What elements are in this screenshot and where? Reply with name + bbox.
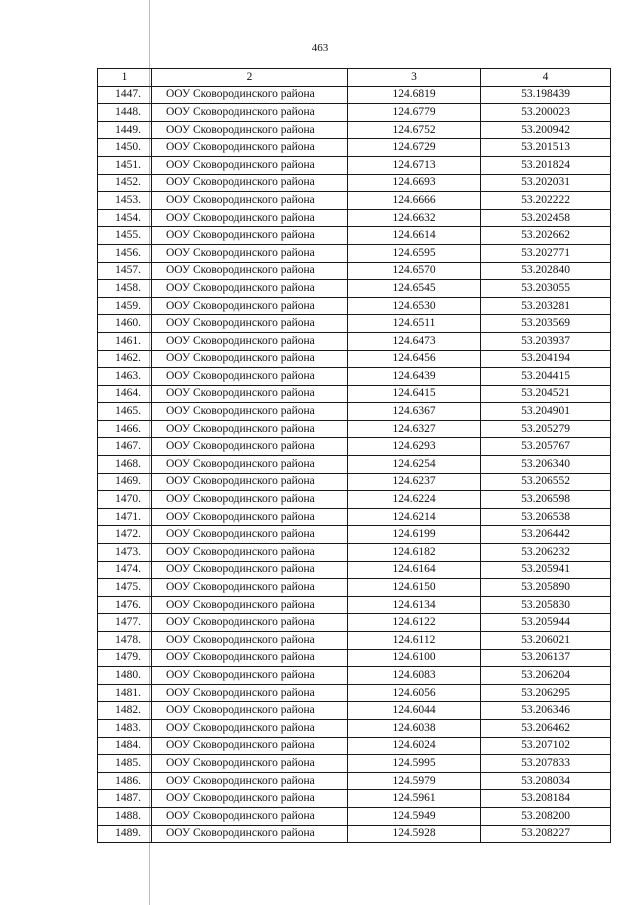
row-number-cell: 1468. [98,456,152,474]
latitude-cell: 53.200023 [481,104,611,122]
latitude-cell: 53.206295 [481,684,611,702]
organization-cell: ООУ Сковородинского района [152,332,348,350]
table-row [98,579,611,597]
longitude-cell: 124.6150 [348,579,481,597]
organization-cell: ООУ Сковородинского района [152,156,348,174]
row-number-cell: 1447. [98,86,152,104]
longitude-cell: 124.6182 [348,544,481,562]
latitude-cell: 53.205279 [481,420,611,438]
organization-cell: ООУ Сковородинского района [152,737,348,755]
row-number-cell: 1465. [98,403,152,421]
row-number-cell: 1482. [98,702,152,720]
row-number-cell: 1474. [98,561,152,579]
row-number-cell: 1485. [98,755,152,773]
column-header-4: 4 [481,69,611,87]
table-row [98,315,611,333]
row-number-cell: 1479. [98,649,152,667]
table-row [98,526,611,544]
row-number-cell: 1489. [98,825,152,843]
row-number-cell: 1462. [98,350,152,368]
row-number-cell: 1460. [98,315,152,333]
latitude-cell: 53.208034 [481,772,611,790]
latitude-cell: 53.206538 [481,508,611,526]
latitude-cell: 53.206346 [481,702,611,720]
row-number-cell: 1456. [98,244,152,262]
row-number-cell: 1449. [98,121,152,139]
table-row [98,544,611,562]
latitude-cell: 53.206598 [481,491,611,509]
longitude-cell: 124.6083 [348,667,481,685]
table-row [98,772,611,790]
table-row [98,121,611,139]
row-number-cell: 1455. [98,227,152,245]
organization-cell: ООУ Сковородинского района [152,385,348,403]
row-number-cell: 1483. [98,719,152,737]
row-number-cell: 1450. [98,139,152,157]
organization-cell: ООУ Сковородинского района [152,403,348,421]
table-row [98,755,611,773]
row-number-cell: 1452. [98,174,152,192]
row-number-cell: 1486. [98,772,152,790]
table-row [98,473,611,491]
row-number-cell: 1477. [98,614,152,632]
organization-cell: ООУ Сковородинского района [152,297,348,315]
table-row [98,156,611,174]
organization-cell: ООУ Сковородинского района [152,350,348,368]
longitude-cell: 124.6779 [348,104,481,122]
organization-cell: ООУ Сковородинского района [152,667,348,685]
organization-cell: ООУ Сковородинского района [152,174,348,192]
row-number-cell: 1459. [98,297,152,315]
row-number-cell: 1478. [98,632,152,650]
table-row [98,262,611,280]
longitude-cell: 124.6367 [348,403,481,421]
column-header-3: 3 [348,69,481,87]
organization-cell: ООУ Сковородинского района [152,262,348,280]
longitude-cell: 124.6112 [348,632,481,650]
table-row [98,227,611,245]
latitude-cell: 53.203055 [481,280,611,298]
table-row [98,719,611,737]
table-row [98,667,611,685]
latitude-cell: 53.205944 [481,614,611,632]
organization-cell: ООУ Сковородинского района [152,684,348,702]
row-number-cell: 1480. [98,667,152,685]
latitude-cell: 53.202771 [481,244,611,262]
organization-cell: ООУ Сковородинского района [152,473,348,491]
table-row [98,702,611,720]
latitude-cell: 53.204194 [481,350,611,368]
latitude-cell: 53.205890 [481,579,611,597]
organization-cell: ООУ Сковородинского района [152,561,348,579]
table-row [98,420,611,438]
organization-cell: ООУ Сковородинского района [152,420,348,438]
table-row [98,244,611,262]
latitude-cell: 53.202662 [481,227,611,245]
table-row [98,350,611,368]
table-row [98,280,611,298]
organization-cell: ООУ Сковородинского района [152,368,348,386]
latitude-cell: 53.206442 [481,526,611,544]
organization-cell: ООУ Сковородинского района [152,526,348,544]
longitude-cell: 124.6327 [348,420,481,438]
longitude-cell: 124.6456 [348,350,481,368]
organization-cell: ООУ Сковородинского района [152,280,348,298]
row-number-cell: 1453. [98,192,152,210]
coordinates-table [97,68,611,843]
table-row [98,737,611,755]
table-row [98,649,611,667]
row-number-cell: 1463. [98,368,152,386]
table-body [98,69,611,843]
row-number-cell: 1470. [98,491,152,509]
longitude-cell: 124.6134 [348,596,481,614]
longitude-cell: 124.5949 [348,807,481,825]
longitude-cell: 124.6666 [348,192,481,210]
row-number-cell: 1472. [98,526,152,544]
latitude-cell: 53.204901 [481,403,611,421]
longitude-cell: 124.5995 [348,755,481,773]
table-row [98,209,611,227]
table-row [98,385,611,403]
latitude-cell: 53.208200 [481,807,611,825]
latitude-cell: 53.205830 [481,596,611,614]
organization-cell: ООУ Сковородинского района [152,121,348,139]
latitude-cell: 53.202458 [481,209,611,227]
organization-cell: ООУ Сковородинского района [152,86,348,104]
organization-cell: ООУ Сковородинского района [152,139,348,157]
longitude-cell: 124.6415 [348,385,481,403]
longitude-cell: 124.6752 [348,121,481,139]
longitude-cell: 124.6293 [348,438,481,456]
table-row [98,368,611,386]
latitude-cell: 53.208184 [481,790,611,808]
row-number-cell: 1466. [98,420,152,438]
table-row [98,790,611,808]
organization-cell: ООУ Сковородинского района [152,790,348,808]
row-number-cell: 1461. [98,332,152,350]
longitude-cell: 124.6254 [348,456,481,474]
longitude-cell: 124.6199 [348,526,481,544]
latitude-cell: 53.203569 [481,315,611,333]
organization-cell: ООУ Сковородинского района [152,544,348,562]
organization-cell: ООУ Сковородинского района [152,508,348,526]
longitude-cell: 124.6473 [348,332,481,350]
latitude-cell: 53.205767 [481,438,611,456]
latitude-cell: 53.206462 [481,719,611,737]
table-row [98,297,611,315]
column-header-2: 2 [152,69,348,87]
table-row [98,139,611,157]
latitude-cell: 53.203937 [481,332,611,350]
row-number-cell: 1457. [98,262,152,280]
longitude-cell: 124.6237 [348,473,481,491]
longitude-cell: 124.6511 [348,315,481,333]
latitude-cell: 53.202840 [481,262,611,280]
longitude-cell: 124.6729 [348,139,481,157]
longitude-cell: 124.6439 [348,368,481,386]
latitude-cell: 53.201513 [481,139,611,157]
longitude-cell: 124.6595 [348,244,481,262]
latitude-cell: 53.207833 [481,755,611,773]
longitude-cell: 124.5979 [348,772,481,790]
table-row [98,508,611,526]
table-row [98,684,611,702]
row-number-cell: 1475. [98,579,152,597]
latitude-cell: 53.200942 [481,121,611,139]
organization-cell: ООУ Сковородинского района [152,579,348,597]
latitude-cell: 53.207102 [481,737,611,755]
organization-cell: ООУ Сковородинского района [152,315,348,333]
page-number: 463 [311,42,329,54]
longitude-cell: 124.6632 [348,209,481,227]
table-row [98,632,611,650]
latitude-cell: 53.206552 [481,473,611,491]
latitude-cell: 53.206204 [481,667,611,685]
table-row [98,614,611,632]
row-number-cell: 1454. [98,209,152,227]
longitude-cell: 124.6044 [348,702,481,720]
table-row [98,561,611,579]
longitude-cell: 124.6214 [348,508,481,526]
table-row [98,456,611,474]
row-number-cell: 1451. [98,156,152,174]
organization-cell: ООУ Сковородинского района [152,209,348,227]
table-row [98,491,611,509]
longitude-cell: 124.6819 [348,86,481,104]
row-number-cell: 1476. [98,596,152,614]
table-row [98,192,611,210]
longitude-cell: 124.6122 [348,614,481,632]
table-row [98,807,611,825]
row-number-cell: 1484. [98,737,152,755]
table-row [98,174,611,192]
organization-cell: ООУ Сковородинского района [152,614,348,632]
longitude-cell: 124.6100 [348,649,481,667]
latitude-cell: 53.204415 [481,368,611,386]
row-number-cell: 1473. [98,544,152,562]
organization-cell: ООУ Сковородинского района [152,649,348,667]
latitude-cell: 53.206340 [481,456,611,474]
table-row [98,825,611,843]
latitude-cell: 53.204521 [481,385,611,403]
table-row [98,596,611,614]
longitude-cell: 124.6224 [348,491,481,509]
table-row [98,104,611,122]
longitude-cell: 124.6570 [348,262,481,280]
table-header-row [98,69,611,87]
table-row [98,438,611,456]
longitude-cell: 124.6164 [348,561,481,579]
row-number-cell: 1469. [98,473,152,491]
row-number-cell: 1448. [98,104,152,122]
column-header-1: 1 [98,69,152,87]
table-row [98,403,611,421]
longitude-cell: 124.6024 [348,737,481,755]
longitude-cell: 124.6056 [348,684,481,702]
table-row [98,332,611,350]
organization-cell: ООУ Сковородинского района [152,632,348,650]
latitude-cell: 53.203281 [481,297,611,315]
row-number-cell: 1487. [98,790,152,808]
organization-cell: ООУ Сковородинского района [152,491,348,509]
longitude-cell: 124.5928 [348,825,481,843]
row-number-cell: 1467. [98,438,152,456]
latitude-cell: 53.202222 [481,192,611,210]
organization-cell: ООУ Сковородинского района [152,438,348,456]
longitude-cell: 124.6614 [348,227,481,245]
latitude-cell: 53.206232 [481,544,611,562]
organization-cell: ООУ Сковородинского района [152,104,348,122]
latitude-cell: 53.208227 [481,825,611,843]
latitude-cell: 53.198439 [481,86,611,104]
organization-cell: ООУ Сковородинского района [152,192,348,210]
organization-cell: ООУ Сковородинского района [152,596,348,614]
organization-cell: ООУ Сковородинского района [152,702,348,720]
organization-cell: ООУ Сковородинского района [152,825,348,843]
longitude-cell: 124.5961 [348,790,481,808]
organization-cell: ООУ Сковородинского района [152,719,348,737]
longitude-cell: 124.6530 [348,297,481,315]
longitude-cell: 124.6693 [348,174,481,192]
row-number-cell: 1458. [98,280,152,298]
latitude-cell: 53.202031 [481,174,611,192]
longitude-cell: 124.6713 [348,156,481,174]
longitude-cell: 124.6038 [348,719,481,737]
row-number-cell: 1471. [98,508,152,526]
organization-cell: ООУ Сковородинского района [152,755,348,773]
organization-cell: ООУ Сковородинского района [152,456,348,474]
row-number-cell: 1481. [98,684,152,702]
organization-cell: ООУ Сковородинского района [152,227,348,245]
row-number-cell: 1464. [98,385,152,403]
latitude-cell: 53.206021 [481,632,611,650]
organization-cell: ООУ Сковородинского района [152,772,348,790]
latitude-cell: 53.206137 [481,649,611,667]
longitude-cell: 124.6545 [348,280,481,298]
organization-cell: ООУ Сковородинского района [152,807,348,825]
table-row [98,86,611,104]
row-number-cell: 1488. [98,807,152,825]
organization-cell: ООУ Сковородинского района [152,244,348,262]
latitude-cell: 53.201824 [481,156,611,174]
latitude-cell: 53.205941 [481,561,611,579]
